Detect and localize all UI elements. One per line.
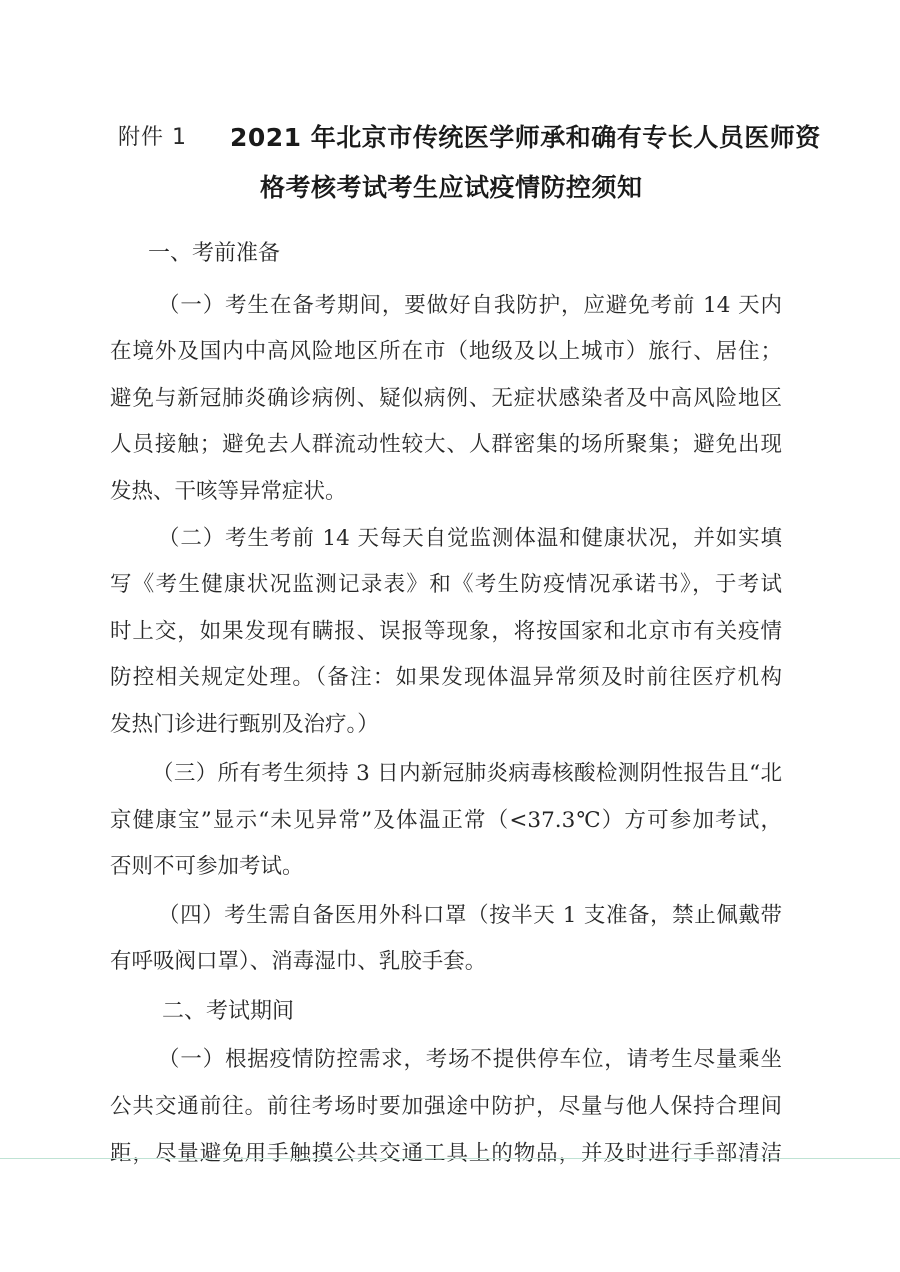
s1-p4-line: （四）考生需自备医用外科口罩（按半天 1 支准备，禁止佩戴带 [158,903,782,928]
scan-guide-line [0,1158,900,1159]
s1-p4-line: 有呼吸阀口罩）、消毒湿巾、乳胶手套。 [110,949,487,974]
s1-p1-line: 在境外及国内中高风险地区所在市（地级及以上城市）旅行、居住； [110,339,782,364]
document-title-line-2: 格考核考试考生应试疫情防控须知 [260,173,643,202]
s2-p1-line: 距，尽量避免用手触摸公共交通工具上的物品，并及时进行手部清洁 [110,1141,782,1166]
s1-p1-line: 人员接触；避免去人群流动性较大、人群密集的场所聚集；避免出现 [110,432,782,457]
s2-p1-line: （一）根据疫情防控需求，考场不提供停车位，请考生尽量乘坐 [158,1047,782,1072]
s2-p1-line: 公共交通前往。前往考场时要加强途中防护，尽量与他人保持合理间 [110,1094,782,1119]
s1-p2-line: 写《考生健康状况监测记录表》和《考生防疫情况承诺书》，于考试 [110,572,782,597]
s1-p3-line: （三）所有考生须持 3 日内新冠肺炎病毒核酸检测阴性报告且“北 [152,761,782,786]
s1-p1-line: 发热、干咳等异常症状。 [110,479,347,504]
s1-p1-line: （一）考生在备考期间，要做好自我防护，应避免考前 14 天内 [158,293,782,318]
s1-p2-line: 防控相关规定处理。（备注：如果发现体温异常须及时前往医疗机构 [110,665,782,690]
s1-p2-line: 时上交，如果发现有瞒报、误报等现象，将按国家和北京市有关疫情 [110,619,782,644]
document-title-line-1: 2021 年北京市传统医学师承和确有专长人员医师资 [230,123,821,152]
section-1-heading: 一、考前准备 [148,241,281,266]
s1-p1-line: 避免与新冠肺炎确诊病例、疑似病例、无症状感染者及中高风险地区 [110,386,782,411]
section-2-heading: 二、考试期间 [162,999,295,1024]
s1-p2-line: 发热门诊进行甄别及治疗。） [110,712,379,737]
attachment-label: 附件 1 [118,125,187,150]
s1-p2-line: （二）考生考前 14 天每天自觉监测体温和健康状况，并如实填 [158,526,782,551]
s1-p3-line: 京健康宝”显示“未见异常”及体温正常（<37.3℃）方可参加考试， [110,808,782,833]
s1-p3-line: 否则不可参加考试。 [110,854,304,879]
